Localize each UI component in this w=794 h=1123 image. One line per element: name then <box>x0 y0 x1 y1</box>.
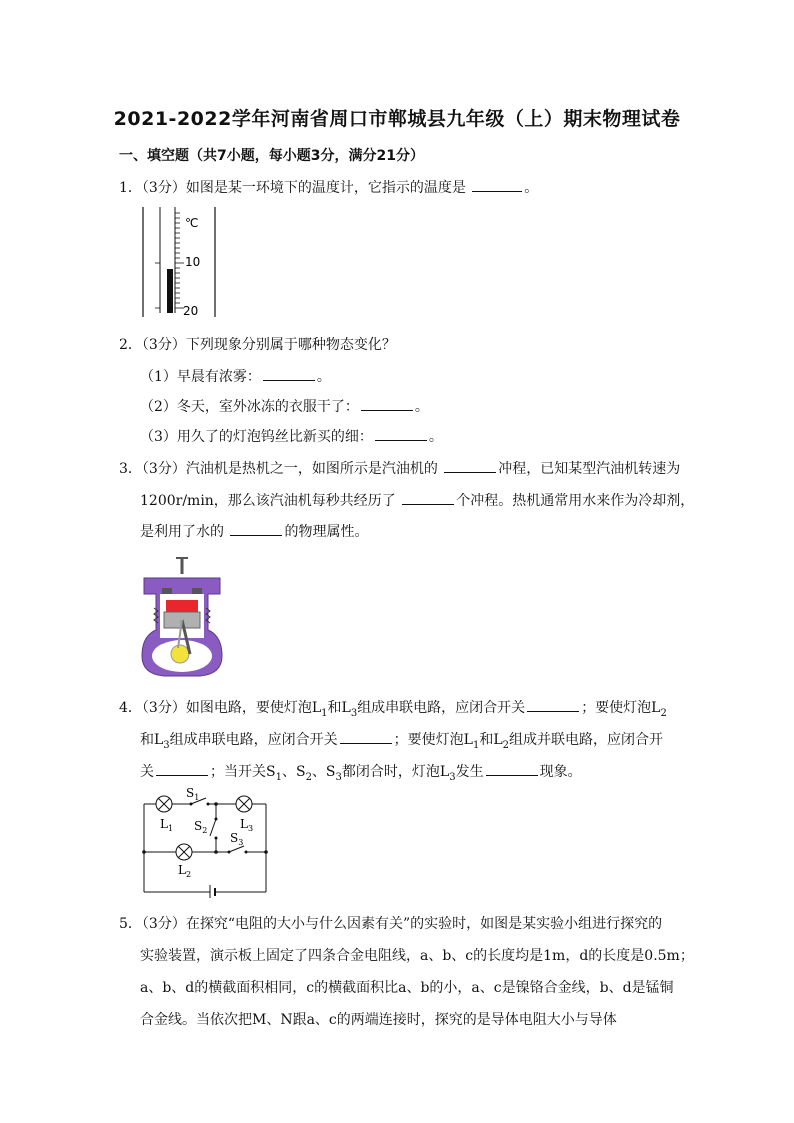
question-text: 和L <box>479 732 503 748</box>
question-4-line-2 <box>140 729 663 751</box>
question-score: （3分） <box>141 180 186 196</box>
tick-label-20: 20 <box>183 304 199 318</box>
unit-label: ℃ <box>185 216 199 230</box>
question-text: 组成并联电路，应闭合开 <box>509 732 664 748</box>
question-3-line-3 <box>140 521 368 541</box>
answer-blank[interactable] <box>472 179 522 192</box>
question-5-line-2: 实验装置，演示板上固定了四条合金电阻线，a、b、c的长度均是1m，d的长度是0.5m； <box>140 948 694 964</box>
question-text: 汽油机是热机之一，如图所示是汽油机的 <box>185 461 438 477</box>
switch-s2[interactable] <box>210 819 216 836</box>
answer-blank[interactable] <box>340 731 392 744</box>
question-5-line-1 <box>119 913 662 933</box>
mercury-column <box>167 269 173 313</box>
item-label: （2）冬天，室外冰冻的衣服干了： <box>140 399 359 415</box>
question-text: 的物理属性。 <box>284 524 369 540</box>
question-score: （3分） <box>141 700 186 716</box>
answer-blank[interactable] <box>444 460 496 473</box>
thermometer-figure <box>138 205 220 320</box>
question-3-line-2 <box>140 490 694 510</box>
question-text: 和L <box>140 732 164 748</box>
question-text: 如图电路，要使灯泡L <box>185 700 322 716</box>
subscript: 1 <box>321 707 328 719</box>
answer-blank[interactable] <box>230 523 282 536</box>
label-l3: $L_3$ <box>240 817 254 833</box>
label-l1: $L_1$ <box>160 817 174 833</box>
punctuation: 。 <box>414 399 429 415</box>
subscript: 3 <box>449 771 456 783</box>
gasoline-engine-figure <box>138 556 226 678</box>
question-number: 4． <box>119 700 142 716</box>
question-text: 个冲程。热机通常用水来作为冷却剂， <box>456 493 695 509</box>
question-number: 3． <box>119 461 142 477</box>
page-title: 2021-2022学年河南省周口市郸城县九年级（上）期末物理试卷 <box>113 108 681 130</box>
label-s2: $S_2$ <box>194 819 208 835</box>
subscript: 1 <box>275 771 282 783</box>
label-s3: $S_3$ <box>230 831 244 847</box>
answer-blank[interactable] <box>486 763 538 776</box>
question-text: 组成串联电路，应闭合开关 <box>357 700 526 716</box>
answer-blank[interactable] <box>527 699 579 712</box>
question-2-item-3 <box>140 426 443 446</box>
question-text: 发生 <box>455 764 484 780</box>
item-label: （3）用久了的灯泡钨丝比新买的细： <box>140 429 373 445</box>
tick-label-10: 10 <box>185 255 201 269</box>
label-s1: $S_1$ <box>186 786 200 802</box>
question-text: 下列现象分别属于哪种物态变化？ <box>185 337 396 353</box>
question-number: 2． <box>119 337 142 353</box>
question-number: 5． <box>119 916 142 932</box>
answer-blank[interactable] <box>156 763 208 776</box>
question-score: （3分） <box>141 337 186 353</box>
question-text: 都闭合时，灯泡L <box>341 764 450 780</box>
punctuation: 。 <box>316 369 331 385</box>
answer-blank[interactable] <box>402 492 454 505</box>
question-2 <box>119 334 396 354</box>
subscript: 3 <box>163 739 170 751</box>
question-number: 1． <box>119 180 142 196</box>
answer-blank[interactable] <box>263 368 315 381</box>
punctuation: 。 <box>428 429 443 445</box>
question-5-line-4: 合金线。当依次把M、N跟a、c的两端连接时，探究的是导体电阻大小与导体 <box>140 1012 617 1028</box>
question-text: 是利用了水的 <box>140 524 224 540</box>
punctuation: 。 <box>524 180 539 196</box>
subscript: 3 <box>350 707 358 719</box>
question-1 <box>119 177 538 197</box>
question-text: ；要使灯泡L <box>393 732 473 748</box>
subscript: 2 <box>660 707 667 719</box>
question-4-line-1 <box>119 697 667 719</box>
question-text: 关 <box>140 764 154 780</box>
answer-blank[interactable] <box>361 398 413 411</box>
question-text: 和L <box>327 700 351 716</box>
question-5-line-3: a、b、d的横截面积相同，c的横截面积比a、b的小，a、c是镍铬合金线，b、d是锰铜 <box>140 980 674 996</box>
subscript: 1 <box>472 739 480 751</box>
question-text: ；要使灯泡L <box>581 700 661 716</box>
question-2-item-1 <box>140 366 331 386</box>
circuit-diagram <box>138 786 272 898</box>
subscript: 2 <box>502 739 510 751</box>
question-3-line-1 <box>119 458 680 478</box>
question-score: （3分） <box>141 916 186 932</box>
question-text: 、S <box>281 764 306 780</box>
label-l2: $L_2$ <box>178 863 192 879</box>
answer-blank[interactable] <box>375 428 427 441</box>
subscript: 2 <box>305 771 312 783</box>
question-4-line-3 <box>140 761 582 783</box>
question-text: 组成串联电路，应闭合开关 <box>169 732 338 748</box>
question-text: 、S <box>311 764 336 780</box>
section-heading: 一、填空题（共7小题，每小题3分，满分21分） <box>119 148 424 164</box>
question-2-item-2 <box>140 396 429 416</box>
question-text: 冲程，已知某型汽油机转速为 <box>498 461 681 477</box>
question-text: ；当开关S <box>210 764 276 780</box>
question-score: （3分） <box>141 461 186 477</box>
question-text: 1200r/min，那么该汽油机每秒共经历了 <box>140 493 396 509</box>
question-text: 在探究“电阻的大小与什么因素有关”的实验时，如图是某实验小组进行探究的 <box>185 916 663 932</box>
question-text: 现象。 <box>539 764 582 780</box>
item-label: （1）早晨有浓雾： <box>140 369 261 385</box>
question-text: 如图是某一环境下的温度计，它指示的温度是 <box>185 180 466 196</box>
subscript: 3 <box>335 771 342 783</box>
